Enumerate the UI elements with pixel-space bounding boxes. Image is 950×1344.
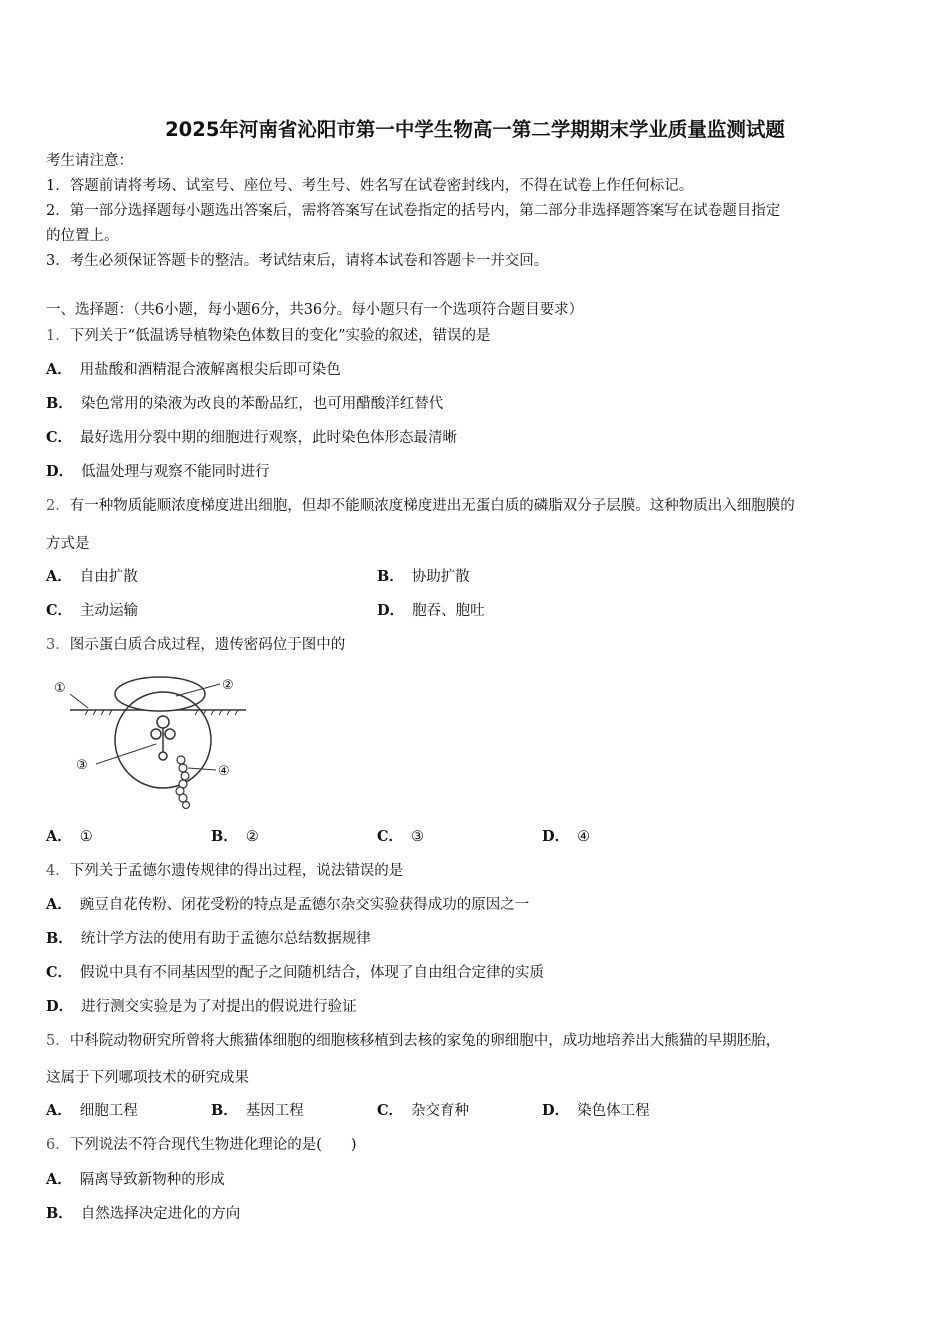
notice-item: 2．第一部分选择题每小题选出答案后，需将答案写在试卷指定的括号内，第二部分非选择题答案写在试卷题目指定 [46,203,781,219]
polypeptide-chain [176,756,190,809]
option-letter: D． [542,828,570,845]
option-c[interactable] [46,963,544,983]
question-2-stem-cont: 方式是 [46,536,90,552]
option-text: 隔离导致新物种的形成 [79,1172,225,1188]
option-letter: A． [46,568,72,585]
option-d[interactable] [542,1101,650,1121]
option-letter: B． [46,930,73,947]
option-a[interactable] [46,1170,225,1190]
option-text: 杂交育种 [411,1103,470,1119]
option-text: 基因工程 [245,1103,304,1119]
option-a[interactable] [46,1101,138,1121]
option-letter: D． [542,1102,570,1119]
option-c[interactable] [46,601,138,621]
question-number: 3． [46,637,70,653]
question-5-stem [46,1031,780,1051]
option-text: ① [79,829,93,845]
protein-synthesis-figure [48,672,254,812]
option-text: 染色常用的染液为改良的苯酚品红，也可用醋酸洋红替代 [80,396,444,412]
option-letter: A． [46,896,72,913]
option-text: 染色体工程 [577,1103,650,1119]
question-2-stem [46,496,795,516]
option-c[interactable] [46,428,457,448]
option-b[interactable] [46,394,443,414]
option-text: 细胞工程 [79,1103,138,1119]
question-6-stem [46,1135,357,1155]
question-5-stem-cont: 这属于下列哪项技术的研究成果 [46,1070,249,1086]
question-text: 有一种物质能顺浓度梯度进出细胞，但却不能顺浓度梯度进出无蛋白质的磷脂双分子层膜。这种物质出入细胞膜的 [69,498,795,514]
option-letter: A． [46,361,72,378]
option-a[interactable] [46,895,529,915]
question-number: 6． [46,1137,70,1153]
option-text: ④ [577,829,591,845]
option-a[interactable] [46,360,341,380]
question-4-stem [46,861,403,881]
notice-item: 的位置上。 [46,228,119,244]
question-text: 图示蛋白质合成过程，遗传密码位于图中的 [69,637,346,653]
option-letter: A． [46,1102,72,1119]
option-letter: B． [46,395,73,412]
option-b[interactable] [46,929,371,949]
option-c[interactable] [377,1101,469,1121]
option-letter: D． [46,998,74,1015]
option-text: 自然选择决定进化的方向 [80,1206,241,1222]
option-b[interactable] [46,1204,240,1224]
option-d[interactable] [46,462,270,482]
question-number: 2． [46,498,70,514]
option-d[interactable] [46,997,357,1017]
notice-heading: 考生请注意： [46,153,133,169]
option-text: 统计学方法的使用有助于孟德尔总结数据规律 [80,931,371,947]
option-text: 低温处理与观察不能同时进行 [81,464,270,480]
option-text: 最好选用分裂中期的细胞进行观察，此时染色体形态最清晰 [80,430,458,446]
figure-label-4: ④ [218,764,230,779]
option-letter: B． [211,828,238,845]
option-d[interactable] [377,601,485,621]
question-text: 下列关于孟德尔遗传规律的得出过程，说法错误的是 [69,863,404,879]
option-text: 假说中具有不同基因型的配子之间随机结合，体现了自由组合定律的实质 [80,965,545,981]
question-text: 下列关于“低温诱导植物染色体数目的变化”实验的叙述，错误的是 [69,328,491,344]
notice-item: 3．考生必须保证答题卡的整洁。考试结束后，请将本试卷和答题卡一并交回。 [46,253,549,269]
notice-item: 1．答题前请将考场、试室号、座位号、考生号、姓名写在试卷密封线内，不得在试卷上作任何标记。 [46,178,694,194]
page-title: 2025年河南省沁阳市第一中学生物高一第二学期期末学业质量监测试题 [165,118,785,141]
figure-label-2: ② [222,678,234,693]
figure-label-1: ① [54,681,66,696]
option-a[interactable] [46,567,138,587]
question-number: 5． [46,1033,70,1049]
option-d[interactable] [542,827,590,847]
option-letter: B． [377,568,404,585]
option-text: 进行测交实验是为了对提出的假说进行验证 [81,999,357,1015]
option-letter: D． [46,463,74,480]
option-text: 豌豆自花传粉、闭花受粉的特点是孟德尔杂交实验获得成功的原因之一 [79,897,530,913]
option-b[interactable] [211,1101,304,1121]
question-3-stem [46,635,345,655]
option-a[interactable] [46,827,93,847]
question-1-stem [46,326,491,346]
option-text: 自由扩散 [79,569,138,585]
option-text: 协助扩散 [411,569,470,585]
section-heading: 一、选择题：（共6小题，每小题6分，共36分。每小题只有一个选项符合题目要求） [46,302,584,318]
option-letter: C． [46,602,73,619]
option-letter: C． [377,1102,404,1119]
option-letter: C． [46,429,73,446]
question-number: 4． [46,863,70,879]
figure-label-3: ③ [76,758,88,773]
option-c[interactable] [377,827,424,847]
option-text: 主动运输 [80,603,139,619]
question-text: 中科院动物研究所曾将大熊猫体细胞的细胞核移植到去核的家兔的卵细胞中，成功地培养出大熊猫的早期胚胎， [69,1033,781,1049]
option-b[interactable] [377,567,470,587]
trna [151,716,175,760]
question-text: 下列说法不符合现代生物进化理论的是( ) [69,1137,357,1153]
option-letter: B． [46,1205,73,1222]
option-b[interactable] [211,827,259,847]
option-letter: B． [211,1102,238,1119]
option-letter: A． [46,1171,72,1188]
option-letter: C． [377,828,404,845]
question-number: 1． [46,328,70,344]
option-text: 胞吞、胞吐 [412,603,485,619]
option-text: 用盐酸和酒精混合液解离根尖后即可染色 [79,362,341,378]
option-letter: D． [377,602,405,619]
option-text: ③ [411,829,425,845]
option-text: ② [245,829,259,845]
option-letter: A． [46,828,72,845]
option-letter: C． [46,964,73,981]
